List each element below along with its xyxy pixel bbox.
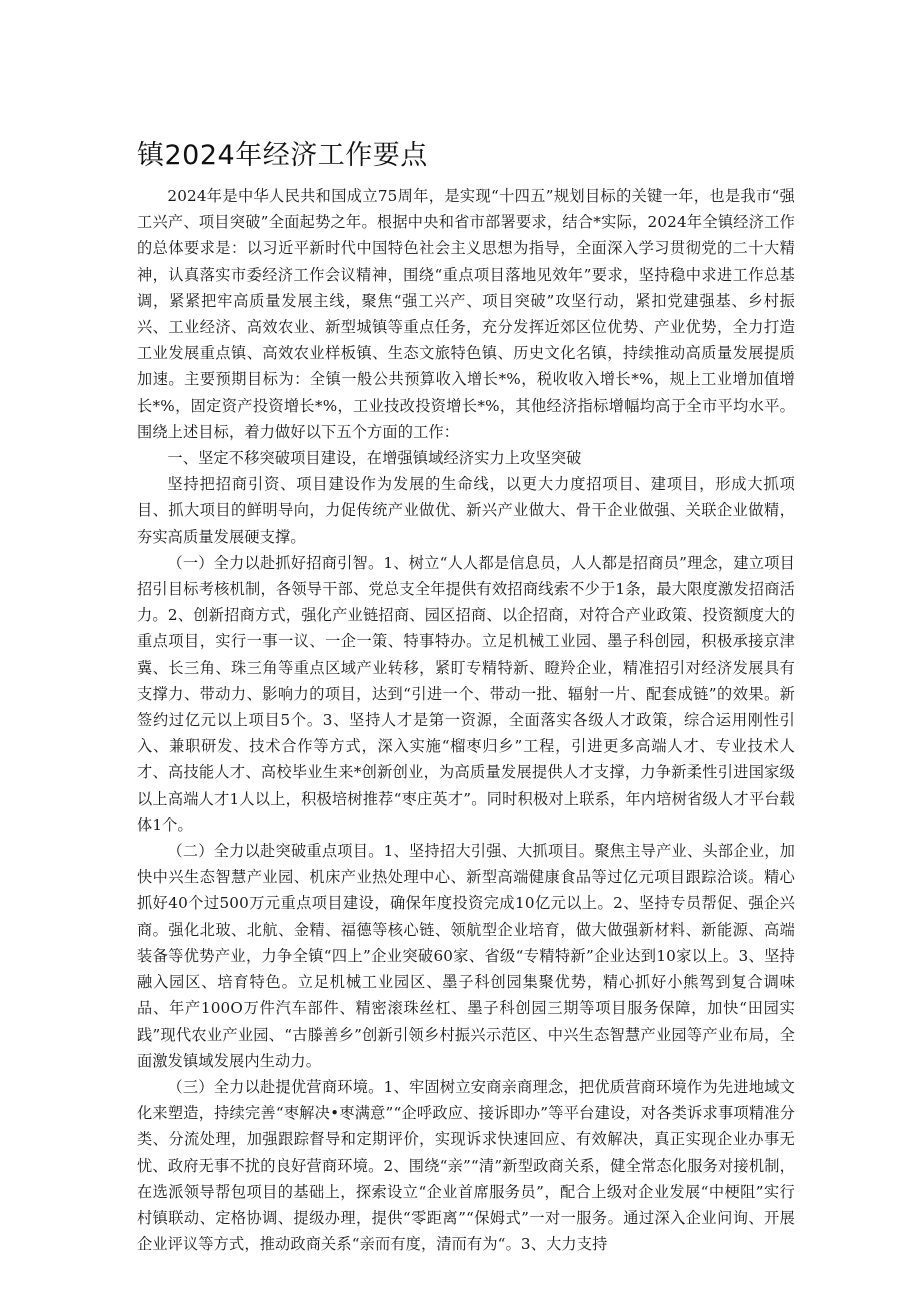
subsection-3-paragraph: （三）全力以赴提优营商环境。1、牢固树立安商亲商理念，把优质营商环境作为先进地域文化来塑造，持续完善“枣解决•枣满意”“企呼政应、接诉即办”等平台建设，对各类诉求事项精准分类、分流处理，加强跟踪督导和定期评价，实现诉求快速回应、有效解决，真正实现企业办事无忧、政府无事不扰的良好营商环境。2、围绕“亲”“清”新型政商关系，健全常态化服务对接机制，在选派领导帮包项目的基础上，探索设立“企业首席服务员”，配合上级对企业发展“中梗阻”实行村镇联动、定格协调、提级办理，提供“零距离”“保姆式”一对一服务。通过深入企业问询、开展企业评议等方式，推动政商关系“亲而有度，清而有为“。3、大力支持 bbox=[137, 1077, 795, 1254]
subsection-2-paragraph: （二）全力以赴突破重点项目。1、坚持招大引强、大抓项目。聚焦主导产业、头部企业，加快中兴生态智慧产业园、机床产业热处理中心、新型高端健康食品等过亿元项目跟踪洽谈。精心抓好40个过500万元重点项目建设，确保年度投资完成10亿元以上。2、坚持专员帮促、强企兴商。强化北玻、北航、金精、福德等核心链、领航型企业培育，做大做强新材料、新能源、高端装备等优势产业，力争全镇“四上”企业突破60家、省级“专精特新”企业达到10家以上。3、坚持融入园区、培育特色。立足机械工业园区、墨子科创园集聚优势，精心抓好小熊驾到复合调味品、年产100O万件汽车部件、精密滚珠丝杠、墨子科创园三期等项目服务保障，加快“田园实践”现代农业产业园、“古滕善乡”创新引领乡村振兴示范区、中兴生态智慧产业园等产业布局，全面激发镇域发展内生动力。 bbox=[137, 842, 795, 1070]
subsection-1-paragraph: （一）全力以赴抓好招商引智。1、树立“人人都是信息员，人人都是招商员”理念，建立项目招引目标考核机制，各领导干部、党总支全年提供有效招商线索不少于1条，最大限度激发招商活力。2、创新招商方式，强化产业链招商、园区招商、以企招商，对符合产业政策、投资额度大的重点项目，实行一事一议、一企一策、特事特办。立足机械工业园、墨子科创园，积极承接京津冀、长三角、珠三角等重点区域产业转移，紧盯专精特新、瞪羚企业，精准招引对经济发展具有支撑力、带动力、影响力的项目，达到“引进一个、带动一批、辐射一片、配套成链”的效果。新签约过亿元以上项目5个。3、坚持人才是第一资源，全面落实各级人才政策，综合运用刚性引入、兼职研发、技术合作等方式，深入实施“榴枣归乡”工程，引进更多高端人才、专业技术人才、高技能人才、高校毕业生来*创新创业，为高质量发展提供人才支撑，力争新柔性引进国家级以上高端人才1人以上，积极培树推荐“枣庄英才”。同时积极对上联系，年内培树省级人才平台载体1个。 bbox=[137, 553, 795, 834]
section-heading-1: 一、坚定不移突破项目建设，在增强镇域经济实力上攻坚突破 bbox=[167, 449, 582, 468]
section-1-intro-paragraph: 坚持把招商引资、项目建设作为发展的生命线，以更大力度招项目、建项目，形成大抓项目、抓大项目的鲜明导向，力促传统产业做优、新兴产业做大、骨干企业做强、关联企业做精，夯实高质量发展硬支撑。 bbox=[137, 475, 795, 546]
document-title: 镇2024年经济工作要点 bbox=[137, 140, 428, 171]
intro-paragraph: 2024年是中华人民共和国成立75周年，是实现“十四五”规划目标的关键一年，也是我市“强工兴产、项目突破”全面起势之年。根据中央和省市部署要求，结合*实际，2024年全镇经济工作的总体要求是：以习近平新时代中国特色社会主义思想为指导，全面深入学习贯彻党的二十大精神，认真落实市委经济工作会议精神，围绕“重点项目落地见效年”要求，坚持稳中求进工作总基调，紧紧把牢高质量发展主线，聚焦“强工兴产、项目突破”攻坚行动，紧扣党建强基、乡村振兴、工业经济、高效农业、新型城镇等重点任务，充分发挥近郊区位优势、产业优势，全力打造工业发展重点镇、高效农业样板镇、生态文旅特色镇、历史文化名镇，持续推动高质量发展提质加速。主要预期目标为：全镇一般公共预算收入增长*%，税收收入增长*%，规上工业增加值增长*%，固定资产投资增长*%，工业技改投资增长*%，其他经济指标增幅均高于全市平均水平。围绕上述目标，着力做好以下五个方面的工作： bbox=[137, 187, 795, 441]
document-body bbox=[137, 183, 795, 1257]
